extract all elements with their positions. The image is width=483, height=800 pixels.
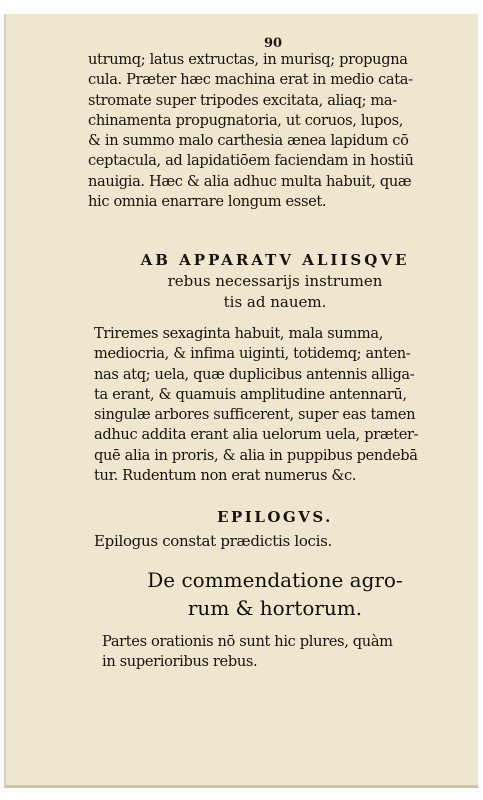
text-line: cula. Præter hæc machina erat in medio cata- bbox=[88, 71, 413, 89]
heading-caps-line: AB APPARATV ALIISQVE bbox=[140, 251, 410, 269]
text-line: nauigia. Hæc & alia adhuc multa habuit, quæ bbox=[88, 172, 412, 190]
text-line: hic omnia enarrare longum esset. bbox=[88, 193, 327, 211]
page-number: 90 bbox=[264, 36, 283, 51]
heading-line: rebus necessarijs instrumen bbox=[167, 272, 383, 290]
text-line: chinamenta propugnatoria, ut coruos, lupos, bbox=[88, 111, 404, 129]
paragraph-2 bbox=[94, 324, 468, 486]
text-line: quē alia in proris, & alia in puppibus pendebā bbox=[94, 446, 418, 464]
heading-line: tis ad nauem. bbox=[223, 293, 327, 311]
epilogus-text: Epilogus constat prædictis locis. bbox=[94, 532, 333, 550]
text-line: mediocria, & infima uiginti, totidemq; anten- bbox=[94, 345, 411, 363]
text-line: ta erant, & quamuis amplitudine antennarū, bbox=[94, 385, 407, 403]
text-line: stromate super tripodes excitata, aliaq; ma- bbox=[88, 91, 397, 109]
heading-line: De commendatione agro- bbox=[147, 568, 403, 592]
text-line: Partes orationis nō sunt hic plures, quàm bbox=[102, 633, 393, 650]
text-line: ceptacula, ad lapidatiōem faciendam in hostiū bbox=[88, 152, 414, 170]
text-line: adhuc addita erant alia uelorum uela, præter- bbox=[94, 426, 419, 444]
text-line: nas atq; uela, quæ duplicibus antennis alliga- bbox=[94, 365, 415, 383]
text-line: Triremes sexaginta habuit, mala summa, bbox=[94, 325, 384, 342]
epilogus-heading: EPILOGVS. bbox=[217, 508, 333, 526]
text-line: utrumq; latus extructas, in murisq; propugna bbox=[88, 51, 408, 68]
text-line: singulæ arbores sufficerent, super eas tamen bbox=[94, 406, 416, 424]
paragraph-3 bbox=[102, 632, 468, 673]
book-page bbox=[4, 14, 478, 788]
text-line: tur. Rudentum non erat numerus &c. bbox=[94, 467, 357, 485]
text-line: & in summo malo carthesia ænea lapidum cō bbox=[88, 132, 409, 150]
section-heading-commendatione bbox=[90, 566, 460, 622]
section-heading-apparatus bbox=[90, 250, 460, 313]
text-line: in superioribus rebus. bbox=[102, 653, 258, 671]
heading-line: rum & hortorum. bbox=[187, 596, 363, 620]
paragraph-1 bbox=[88, 50, 468, 212]
